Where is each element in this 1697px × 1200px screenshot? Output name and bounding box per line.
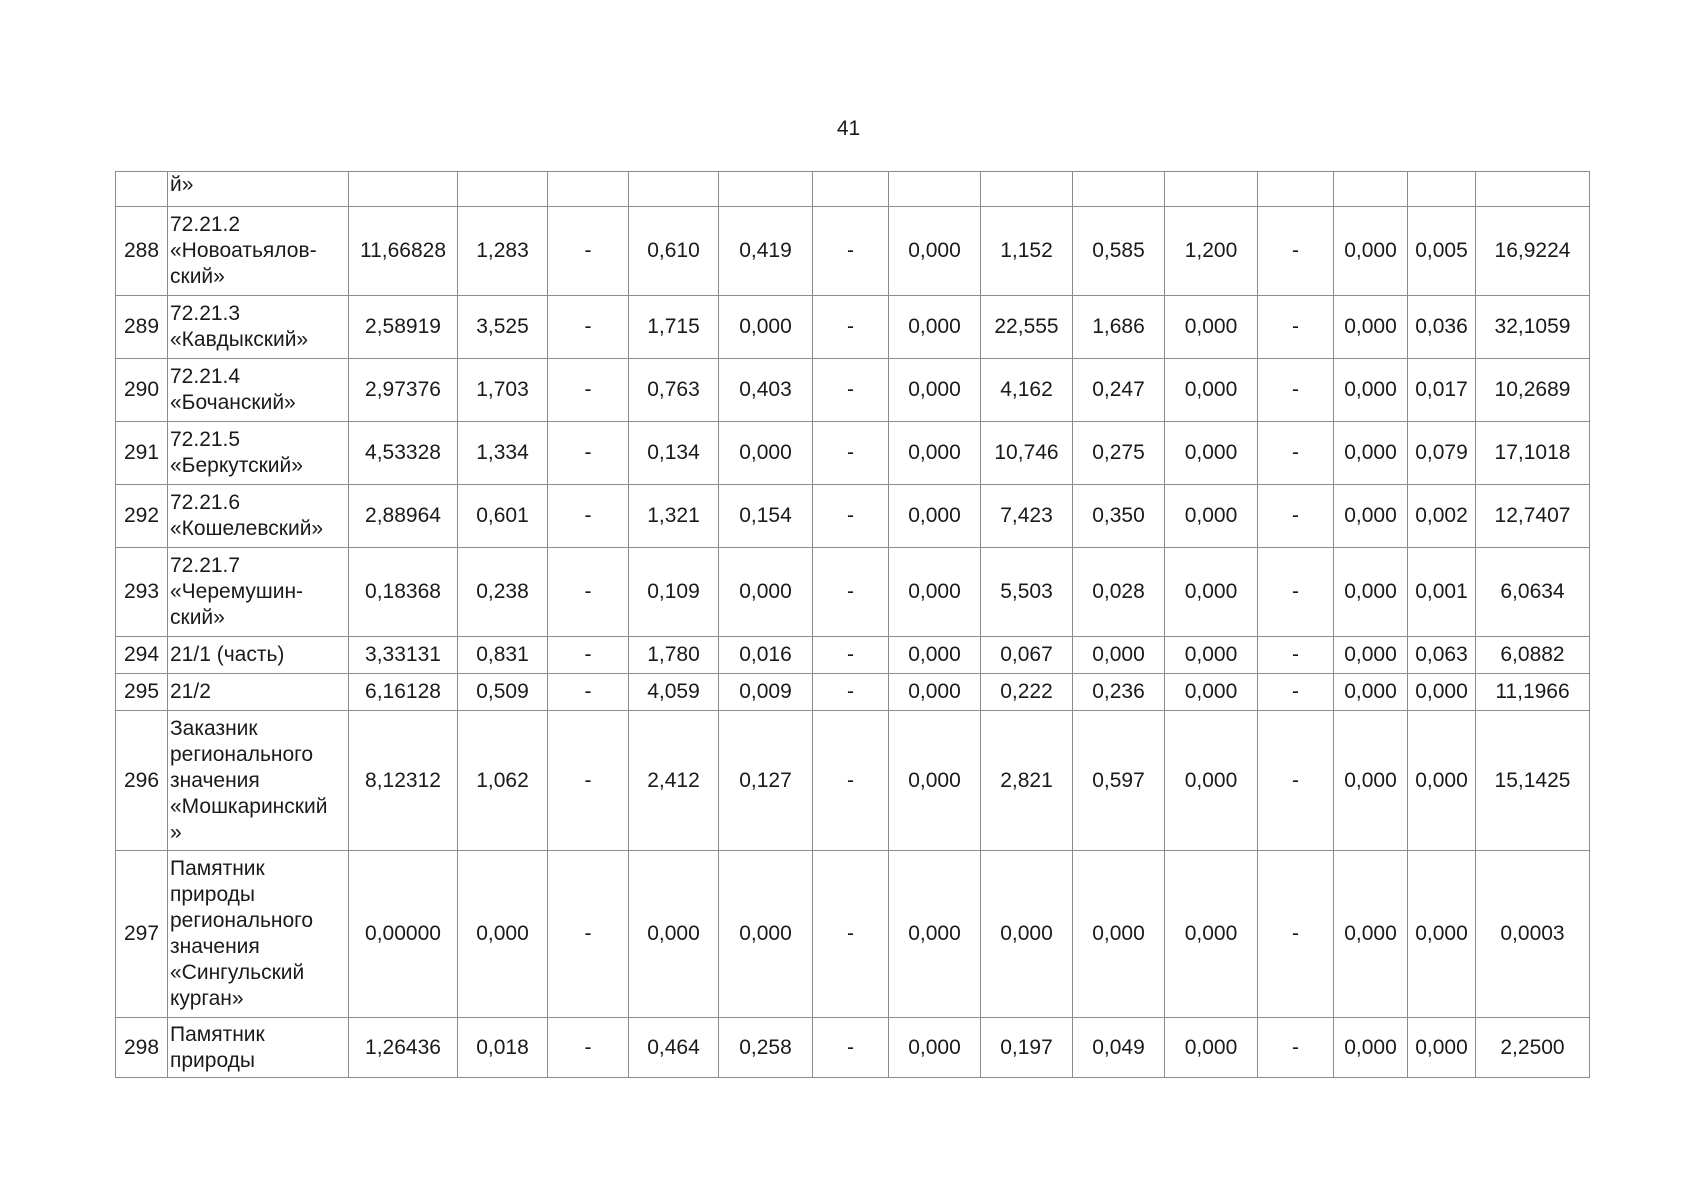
value-cell: 0,0003	[1476, 851, 1590, 1018]
value-cell: 8,12312	[349, 711, 458, 851]
value-cell: -	[548, 711, 629, 851]
value-cell: 0,000	[1408, 1018, 1476, 1078]
row-name-cell: 72.21.5 «Беркутский»	[168, 422, 349, 485]
value-cell: 0,127	[719, 711, 813, 851]
table-row	[116, 422, 1590, 485]
value-cell: 0,049	[1073, 1018, 1165, 1078]
value-cell: 0,000	[719, 851, 813, 1018]
table-row	[116, 172, 1590, 207]
value-cell: 0,000	[889, 711, 981, 851]
value-cell: -	[1258, 422, 1334, 485]
value-cell: 0,000	[1165, 711, 1258, 851]
value-cell: 0,597	[1073, 711, 1165, 851]
value-cell: 0,000	[719, 548, 813, 637]
value-cell: 0,000	[1165, 296, 1258, 359]
value-cell: 0,000	[889, 548, 981, 637]
value-cell: 0,000	[1334, 851, 1408, 1018]
value-cell: 0,067	[981, 637, 1073, 674]
value-cell: 0,002	[1408, 485, 1476, 548]
value-cell: -	[1258, 207, 1334, 296]
value-cell: 0,000	[1334, 1018, 1408, 1078]
value-cell: 0,238	[458, 548, 548, 637]
value-cell: -	[1258, 485, 1334, 548]
value-cell: 0,000	[1334, 207, 1408, 296]
value-cell: 0,222	[981, 674, 1073, 711]
row-name-cell: Памятник природы регионального значения «Сингульский курган»	[168, 851, 349, 1018]
value-cell: 6,16128	[349, 674, 458, 711]
value-cell: 3,525	[458, 296, 548, 359]
value-cell: 0,000	[1165, 851, 1258, 1018]
value-cell: 7,423	[981, 485, 1073, 548]
table-row	[116, 711, 1590, 851]
value-cell: 0,000	[1334, 548, 1408, 637]
value-cell: 0,000	[458, 851, 548, 1018]
row-name-cell: 72.21.7 «Черемушин- ский»	[168, 548, 349, 637]
value-cell: 0,000	[1073, 851, 1165, 1018]
value-cell: 0,403	[719, 359, 813, 422]
value-cell: 0,610	[629, 207, 719, 296]
value-cell: 0,509	[458, 674, 548, 711]
value-cell: 6,0882	[1476, 637, 1590, 674]
row-number-cell: 290	[116, 359, 168, 422]
value-cell: 0,000	[889, 422, 981, 485]
value-cell: 0,18368	[349, 548, 458, 637]
value-cell: 1,686	[1073, 296, 1165, 359]
value-cell: 2,88964	[349, 485, 458, 548]
value-cell: 0,063	[1408, 637, 1476, 674]
value-cell: 0,350	[1073, 485, 1165, 548]
value-cell: 4,53328	[349, 422, 458, 485]
value-cell: 0,236	[1073, 674, 1165, 711]
value-cell: 0,017	[1408, 359, 1476, 422]
value-cell: 1,152	[981, 207, 1073, 296]
value-cell: 0,000	[1334, 674, 1408, 711]
value-cell: 17,1018	[1476, 422, 1590, 485]
value-cell: -	[548, 637, 629, 674]
value-cell: -	[813, 711, 889, 851]
value-cell	[1165, 172, 1258, 207]
value-cell: 2,97376	[349, 359, 458, 422]
value-cell	[548, 172, 629, 207]
value-cell: 0,079	[1408, 422, 1476, 485]
row-number-cell	[116, 172, 168, 207]
value-cell: -	[813, 207, 889, 296]
value-cell: 2,412	[629, 711, 719, 851]
value-cell: 0,016	[719, 637, 813, 674]
value-cell: 11,66828	[349, 207, 458, 296]
value-cell: 0,000	[719, 296, 813, 359]
value-cell: 0,000	[1334, 711, 1408, 851]
value-cell: 0,000	[1073, 637, 1165, 674]
value-cell: 0,000	[719, 422, 813, 485]
value-cell: 0,000	[889, 296, 981, 359]
row-number-cell: 298	[116, 1018, 168, 1078]
table-row	[116, 851, 1590, 1018]
value-cell: 1,283	[458, 207, 548, 296]
value-cell: 0,000	[629, 851, 719, 1018]
row-number-cell: 296	[116, 711, 168, 851]
row-name-cell: 72.21.6 «Кошелевский»	[168, 485, 349, 548]
value-cell	[889, 172, 981, 207]
value-cell: -	[1258, 296, 1334, 359]
row-number-cell: 292	[116, 485, 168, 548]
value-cell: 1,062	[458, 711, 548, 851]
value-cell: -	[1258, 359, 1334, 422]
value-cell: 12,7407	[1476, 485, 1590, 548]
value-cell: -	[813, 485, 889, 548]
value-cell: 1,703	[458, 359, 548, 422]
value-cell: 0,000	[1408, 851, 1476, 1018]
value-cell: 0,000	[889, 485, 981, 548]
value-cell: -	[813, 851, 889, 1018]
value-cell: 15,1425	[1476, 711, 1590, 851]
value-cell: 0,000	[1334, 359, 1408, 422]
data-table	[115, 171, 1590, 1078]
value-cell: 0,601	[458, 485, 548, 548]
row-number-cell: 297	[116, 851, 168, 1018]
value-cell: 1,334	[458, 422, 548, 485]
value-cell	[458, 172, 548, 207]
value-cell: 10,746	[981, 422, 1073, 485]
value-cell: 0,585	[1073, 207, 1165, 296]
value-cell: 0,000	[1334, 422, 1408, 485]
value-cell: 0,00000	[349, 851, 458, 1018]
table-row	[116, 485, 1590, 548]
value-cell: 10,2689	[1476, 359, 1590, 422]
row-number-cell: 293	[116, 548, 168, 637]
value-cell: 0,000	[889, 1018, 981, 1078]
value-cell: 0,000	[1165, 1018, 1258, 1078]
value-cell: 0,000	[1334, 485, 1408, 548]
value-cell	[629, 172, 719, 207]
value-cell	[1073, 172, 1165, 207]
value-cell: 0,000	[1165, 359, 1258, 422]
value-cell: 0,000	[1165, 674, 1258, 711]
value-cell: 0,154	[719, 485, 813, 548]
value-cell: 1,26436	[349, 1018, 458, 1078]
value-cell	[719, 172, 813, 207]
row-name-cell: Заказник регионального значения «Мошкаринский »	[168, 711, 349, 851]
value-cell: 11,1966	[1476, 674, 1590, 711]
row-name-cell: Памятник природы	[168, 1018, 349, 1078]
value-cell: 0,000	[1165, 485, 1258, 548]
value-cell: 0,018	[458, 1018, 548, 1078]
row-number-cell: 294	[116, 637, 168, 674]
row-number-cell: 289	[116, 296, 168, 359]
value-cell: 0,000	[1165, 548, 1258, 637]
value-cell	[1408, 172, 1476, 207]
value-cell: 0,028	[1073, 548, 1165, 637]
row-name-cell: 21/2	[168, 674, 349, 711]
value-cell	[1334, 172, 1408, 207]
value-cell: 0,134	[629, 422, 719, 485]
value-cell: -	[1258, 851, 1334, 1018]
value-cell: 4,059	[629, 674, 719, 711]
value-cell: -	[1258, 674, 1334, 711]
value-cell: -	[1258, 1018, 1334, 1078]
value-cell: -	[813, 637, 889, 674]
value-cell: 0,000	[1334, 296, 1408, 359]
value-cell: -	[548, 207, 629, 296]
value-cell: -	[1258, 637, 1334, 674]
value-cell: 0,831	[458, 637, 548, 674]
value-cell: 0,275	[1073, 422, 1165, 485]
value-cell	[981, 172, 1073, 207]
value-cell: 0,763	[629, 359, 719, 422]
value-cell: 0,258	[719, 1018, 813, 1078]
row-number-cell: 288	[116, 207, 168, 296]
value-cell: 4,162	[981, 359, 1073, 422]
value-cell: 0,419	[719, 207, 813, 296]
value-cell: 0,005	[1408, 207, 1476, 296]
row-name-cell: й»	[168, 172, 349, 207]
value-cell: -	[813, 296, 889, 359]
table-row	[116, 548, 1590, 637]
value-cell: 2,2500	[1476, 1018, 1590, 1078]
value-cell: -	[548, 422, 629, 485]
value-cell	[813, 172, 889, 207]
value-cell	[1476, 172, 1590, 207]
value-cell: 16,9224	[1476, 207, 1590, 296]
value-cell: 0,000	[981, 851, 1073, 1018]
value-cell: -	[813, 548, 889, 637]
table-row	[116, 207, 1590, 296]
value-cell: 0,001	[1408, 548, 1476, 637]
value-cell: -	[548, 485, 629, 548]
value-cell: 0,464	[629, 1018, 719, 1078]
value-cell: 0,109	[629, 548, 719, 637]
value-cell: -	[548, 296, 629, 359]
value-cell: 0,000	[889, 851, 981, 1018]
value-cell: 0,000	[1408, 674, 1476, 711]
value-cell: 0,000	[1165, 422, 1258, 485]
value-cell: 1,321	[629, 485, 719, 548]
value-cell: -	[1258, 711, 1334, 851]
value-cell: 0,009	[719, 674, 813, 711]
row-number-cell: 291	[116, 422, 168, 485]
value-cell: 1,780	[629, 637, 719, 674]
value-cell	[349, 172, 458, 207]
value-cell: 0,000	[889, 207, 981, 296]
value-cell: 0,000	[889, 359, 981, 422]
value-cell: -	[548, 1018, 629, 1078]
value-cell: 22,555	[981, 296, 1073, 359]
table-row	[116, 296, 1590, 359]
value-cell: -	[548, 674, 629, 711]
value-cell: 0,000	[889, 637, 981, 674]
value-cell: 0,000	[1165, 637, 1258, 674]
value-cell: 0,000	[1408, 711, 1476, 851]
value-cell: 1,715	[629, 296, 719, 359]
value-cell: -	[813, 674, 889, 711]
value-cell: 1,200	[1165, 207, 1258, 296]
value-cell: 0,000	[1334, 637, 1408, 674]
value-cell: 2,821	[981, 711, 1073, 851]
row-name-cell: 21/1 (часть)	[168, 637, 349, 674]
table-row	[116, 637, 1590, 674]
value-cell: 6,0634	[1476, 548, 1590, 637]
value-cell: -	[548, 548, 629, 637]
value-cell: -	[548, 851, 629, 1018]
value-cell: 2,58919	[349, 296, 458, 359]
row-name-cell: 72.21.4 «Бочанский»	[168, 359, 349, 422]
row-name-cell: 72.21.2 «Новоатьялов- ский»	[168, 207, 349, 296]
value-cell: 3,33131	[349, 637, 458, 674]
value-cell: 0,247	[1073, 359, 1165, 422]
value-cell: 0,197	[981, 1018, 1073, 1078]
value-cell: -	[813, 422, 889, 485]
table-row	[116, 359, 1590, 422]
table-row	[116, 1018, 1590, 1078]
page-number: 41	[836, 117, 861, 140]
value-cell: -	[813, 359, 889, 422]
value-cell: -	[1258, 548, 1334, 637]
table-row	[116, 674, 1590, 711]
value-cell: 0,000	[889, 674, 981, 711]
value-cell: -	[813, 1018, 889, 1078]
row-name-cell: 72.21.3 «Кавдыкский»	[168, 296, 349, 359]
value-cell: -	[548, 359, 629, 422]
row-number-cell: 295	[116, 674, 168, 711]
value-cell: 0,036	[1408, 296, 1476, 359]
value-cell	[1258, 172, 1334, 207]
value-cell: 32,1059	[1476, 296, 1590, 359]
value-cell: 5,503	[981, 548, 1073, 637]
